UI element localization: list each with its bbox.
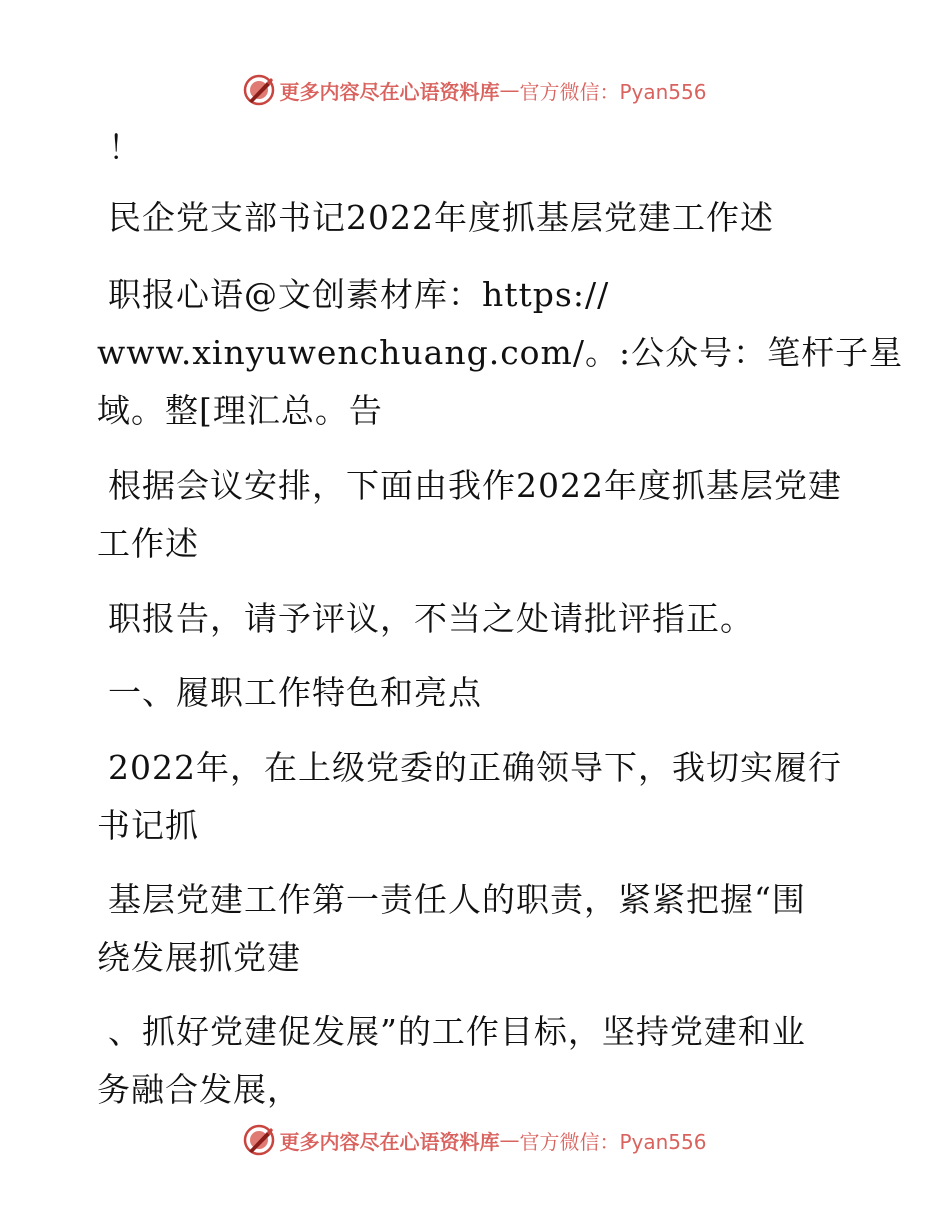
section-heading: 一、履职工作特色和亮点 xyxy=(108,673,482,712)
body-line: 、抓好党建促发展”的工作目标，坚持党建和业 xyxy=(108,1012,806,1051)
footer-wechat-text: 官方微信：Pyan556 xyxy=(519,1129,707,1154)
body-line: 职报心语@文创素材库：https:// xyxy=(108,275,610,314)
header-banner xyxy=(0,72,950,108)
body-line: 2022年，在上级党委的正确领导下，我切实履行 xyxy=(108,748,842,787)
pen-seal-logo-icon xyxy=(243,74,275,106)
body-line: 根据会议安排，下面由我作2022年度抓基层党建 xyxy=(108,466,842,505)
body-line: 基层党建工作第一责任人的职责，紧紧把握“围 xyxy=(108,880,806,919)
body-line: www.xinyuwenchuang.com/。:公众号：笔杆子星 xyxy=(97,333,904,372)
header-site-text: 更多内容尽在心语资料库 xyxy=(279,79,500,104)
header-separator: — xyxy=(499,78,520,102)
body-line: 务融合发展， xyxy=(97,1070,301,1109)
body-line: 职报告，请予评议，不当之处请批评指正。 xyxy=(108,599,754,638)
pen-seal-logo-icon xyxy=(243,1124,275,1156)
body-line-title: 民企党支部书记2022年度抓基层党建工作述 xyxy=(108,198,774,237)
body-line-exclamation: ！ xyxy=(108,128,142,167)
body-line: 书记抓 xyxy=(97,806,199,845)
footer-site-text: 更多内容尽在心语资料库 xyxy=(279,1129,500,1154)
body-line: 绕发展抓党建 xyxy=(97,938,301,977)
body-line: 域。整[理汇总。告 xyxy=(97,391,383,430)
header-wechat-text: 官方微信：Pyan556 xyxy=(519,79,707,104)
footer-separator: — xyxy=(499,1128,520,1152)
body-line: 工作述 xyxy=(97,524,199,563)
footer-banner xyxy=(0,1122,950,1158)
